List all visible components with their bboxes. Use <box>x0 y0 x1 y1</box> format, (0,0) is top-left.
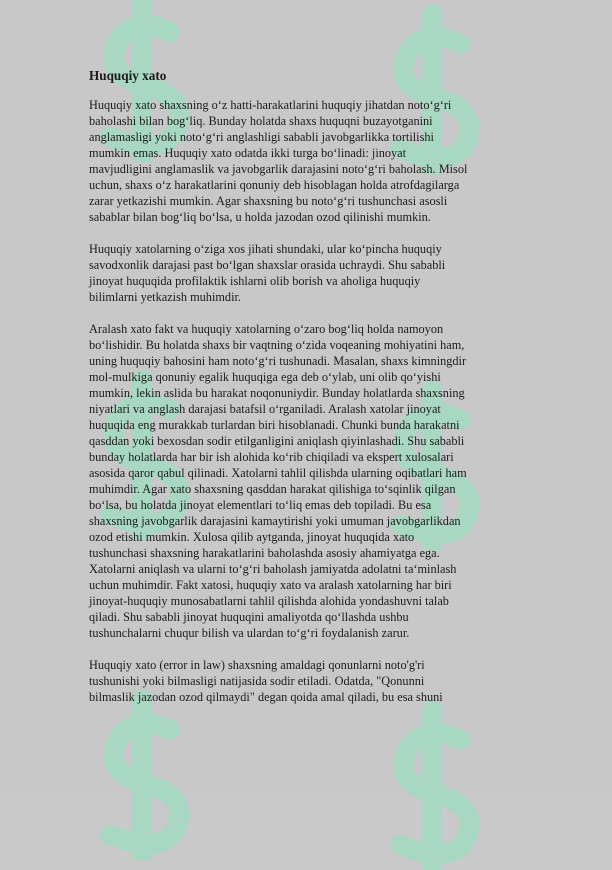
text-line: jinoyat-huquqiy munosabatlarni tahlil qilishda alohida yondashuvni talab <box>89 594 449 608</box>
text-line: mumkin, lekin aslida bu harakat noqonuniydir. Bunday holatlarda shaxsning <box>89 386 465 400</box>
text-line: tushunchasi shaxsning harakatlarini baholashda asosiy ahamiyatga ega. <box>89 546 440 560</box>
text-line: uchun, shaxs o‘z harakatlarini qonuniy deb hisoblagan holda atrofdagilarga <box>89 178 460 192</box>
text-line: qiladi. Shu sababli jinoyat huquqini amaliyotda qo‘llashda ushbu <box>89 610 409 624</box>
paragraph-4 <box>89 657 529 705</box>
text-line: bilmaslik jazodan ozod qilmaydi" degan qoida amal qiladi, bu esa shuni <box>89 690 443 704</box>
text-line: anglamasligi yoki noto‘g‘ri anglashligi sababli javobgarlikka tortilishi <box>89 130 434 144</box>
text-line: bo‘lsa, bu holatda jinoyat elementlari to‘liq emas deb topiladi. Bu esa <box>89 498 432 512</box>
text-line: Xatolarni aniqlash va ularni to‘g‘ri baholash jamiyatda adolatni ta‘minlash <box>89 562 457 576</box>
text-line: Huquqiy xato shaxsning o‘z hatti-harakatlarini huquqiy jihatdan noto‘g‘ri <box>89 98 452 112</box>
text-line: ozod etishi mumkin. Xulosa qilib aytganda, jinoyat huquqida xato <box>89 530 415 544</box>
text-line: Huquqiy xatolarning o‘ziga xos jihati shundaki, ular ko‘pincha huquqiy <box>89 242 442 256</box>
text-line: muhimdir. Agar xato shaxsning qasddan harakat qilishiga to‘sqinlik qilgan <box>89 482 456 496</box>
text-line: tushunchalarni chuqur bilish va ulardan to‘g‘ri foydalanish zarur. <box>89 626 410 640</box>
text-line: Huquqiy xato (error in law) shaxsning amaldagi qonunlarni noto'g'ri <box>89 658 425 672</box>
text-line: bilimlarni yetkazish muhimdir. <box>89 290 241 304</box>
text-line: bo‘lishidir. Bu holatda shaxs bir vaqtning o‘zida voqeaning mohiyatini ham, <box>89 338 465 352</box>
document-title: Huquqiy xato <box>89 68 167 83</box>
text-line: baholashi bilan bog‘liq. Bunday holatda shaxs huquqni buzayotganini <box>89 114 433 128</box>
text-line: jinoyat huquqida profilaktik ishlarni olib borish va aholiga huquqiy <box>89 274 421 288</box>
text-line: qasddan yoki bexosdan sodir etilganligini aniqlash qiyinlashadi. Shu sababli <box>89 434 465 448</box>
document-body <box>89 68 529 721</box>
watermark-icon <box>360 700 510 870</box>
text-line: savodxonlik darajasi past bo‘lgan shaxslar orasida uchraydi. Shu sababli <box>89 258 446 272</box>
text-line: mol-mulkiga qonuniy egalik huquqiga ega deb o‘ylab, uni olib qo‘yishi <box>89 370 441 384</box>
text-line: zarar yetkazishi mumkin. Agar shaxsning bu noto‘g‘ri tushunchasi asosli <box>89 194 448 208</box>
text-line: mavjudligini anglamaslik va javobgarlik darajasini noto‘g‘ri baholash. Misol <box>89 162 468 176</box>
text-line: shaxsning javobgarlik darajasini kamaytirishi yoki umuman javobgarlikdan <box>89 514 461 528</box>
text-line: sabablar bilan bog‘liq bo‘lsa, u holda jazodan ozod qilinishi mumkin. <box>89 210 431 224</box>
text-line: huquqida eng murakkab turlardan biri hisoblanadi. Chunki bunda harakatni <box>89 418 460 432</box>
text-line: asosida qaror qabul qilinadi. Xatolarni tahlil qilishda ularning oqibatlari ham <box>89 466 467 480</box>
text-line: mumkin emas. Huquqiy xato odatda ikki turga bo‘linadi: jinoyat <box>89 146 407 160</box>
text-line: uchun muhimdir. Fakt xatosi, huquqiy xato va aralash xatolarning har biri <box>89 578 452 592</box>
text-line: uning huquqiy bahosini ham noto‘g‘ri tushunadi. Masalan, shaxs kimningdir <box>89 354 467 368</box>
text-line: bunday holatlarda har bir ish alohida ko‘rib chiqiladi va ekspert xulosalari <box>89 450 454 464</box>
text-line: niyatlari va anglash darajasi batafsil o‘rganiladi. Aralash xatolar jinoyat <box>89 402 441 416</box>
paragraph-2 <box>89 241 529 305</box>
paragraph-3 <box>89 321 529 641</box>
paragraph-1 <box>89 97 529 225</box>
text-line: Aralash xato fakt va huquqiy xatolarning o‘zaro bog‘liq holda namoyon <box>89 322 444 336</box>
text-line: tushunishi yoki bilmasligi natijasida sodir etiladi. Odatda, "Qonunni <box>89 674 425 688</box>
